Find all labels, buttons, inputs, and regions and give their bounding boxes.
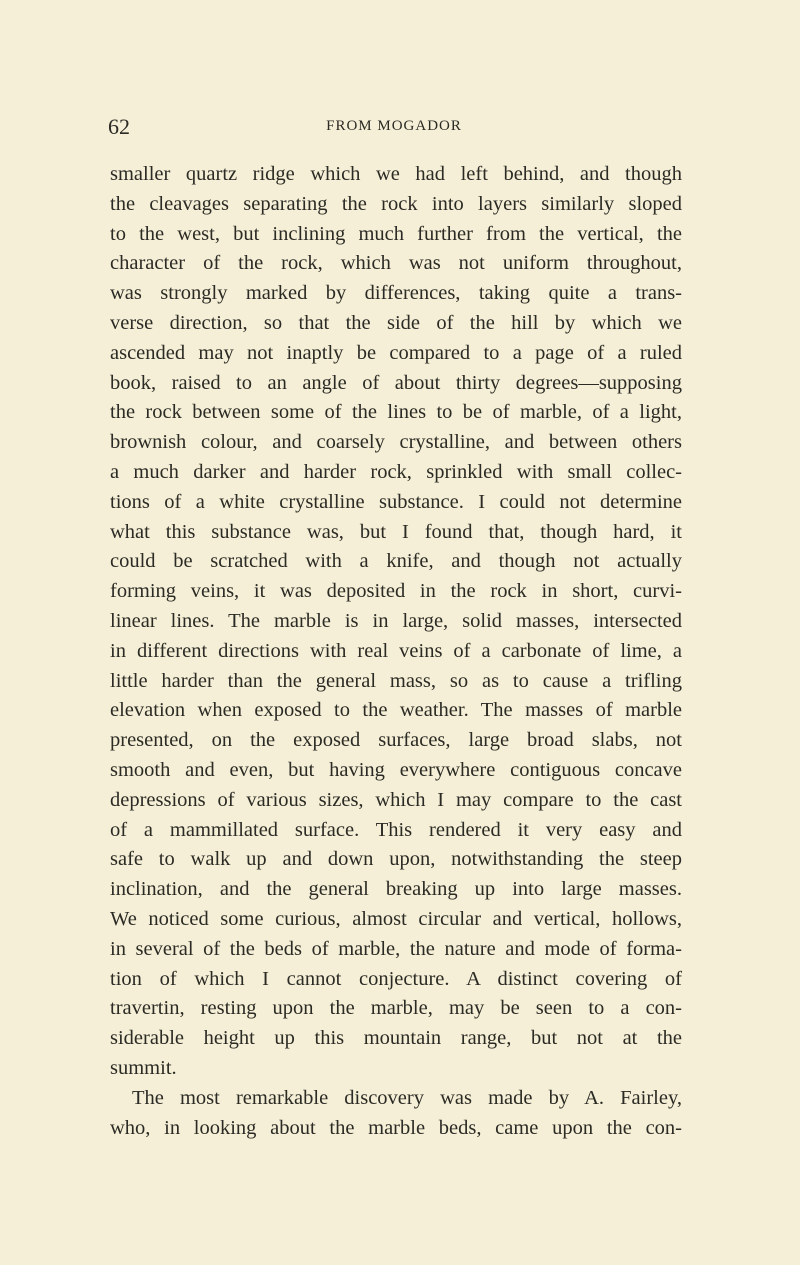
text-line: tion of which I cannot conjecture. A distinct covering of <box>110 967 682 990</box>
text-line: elevation when exposed to the weather. The masses of marble <box>110 699 682 722</box>
text-line: tions of a white crystalline substance. I could not determine <box>110 490 682 513</box>
text-line: linear lines. The marble is in large, solid masses, intersected <box>110 609 682 632</box>
page-number: 62 <box>108 114 130 139</box>
text-line: book, raised to an angle of about thirty degrees—supposing <box>110 371 682 394</box>
text-line: of a mammillated surface. This rendered it very easy and <box>110 818 682 841</box>
text-line: travertin, resting upon the marble, may be seen to a con- <box>110 997 682 1020</box>
text-line: what this substance was, but I found that, though hard, it <box>110 520 682 543</box>
text-line: The most remarkable discovery was made by A. Fairley, <box>132 1086 682 1109</box>
running-title: FROM MOGADOR <box>326 118 462 134</box>
text-line: brownish colour, and coarsely crystalline, and between others <box>110 431 682 454</box>
text-line: depressions of various sizes, which I may compare to the cast <box>110 788 682 811</box>
text-line: We noticed some curious, almost circular and vertical, hollows, <box>110 907 682 930</box>
text-line: who, in looking about the marble beds, came upon the con- <box>110 1116 682 1139</box>
text-line: was strongly marked by differences, taking quite a trans- <box>110 282 682 305</box>
text-line: little harder than the general mass, so as to cause a trifling <box>110 669 682 692</box>
text-line: the rock between some of the lines to be of marble, of a light, <box>110 401 682 424</box>
text-line: in several of the beds of marble, the nature and mode of forma- <box>110 937 682 960</box>
text-line: to the west, but inclining much further from the vertical, the <box>110 222 682 245</box>
text-line: verse direction, so that the side of the hill by which we <box>110 311 682 334</box>
text-line: inclination, and the general breaking up into large masses. <box>110 878 682 901</box>
text-line: could be scratched with a knife, and though not actually <box>110 550 682 573</box>
text-line: forming veins, it was deposited in the rock in short, curvi- <box>110 580 682 603</box>
text-line: the cleavages separating the rock into layers similarly sloped <box>110 192 682 215</box>
text-line: siderable height up this mountain range, but not at the <box>110 1027 682 1050</box>
text-line: in different directions with real veins of a carbonate of lime, a <box>110 639 682 662</box>
body-text <box>110 160 682 1143</box>
text-line: a much darker and harder rock, sprinkled with small collec- <box>110 460 682 483</box>
text-line: smooth and even, but having everywhere contiguous concave <box>110 758 682 781</box>
text-line: presented, on the exposed surfaces, large broad slabs, not <box>110 729 682 752</box>
text-line: summit. <box>110 1056 177 1079</box>
text-line: safe to walk up and down upon, notwithstanding the steep <box>110 848 682 871</box>
text-line: smaller quartz ridge which we had left behind, and though <box>110 163 682 185</box>
text-line: ascended may not inaptly be compared to a page of a ruled <box>110 341 682 364</box>
text-line: character of the rock, which was not uniform throughout, <box>110 252 682 275</box>
